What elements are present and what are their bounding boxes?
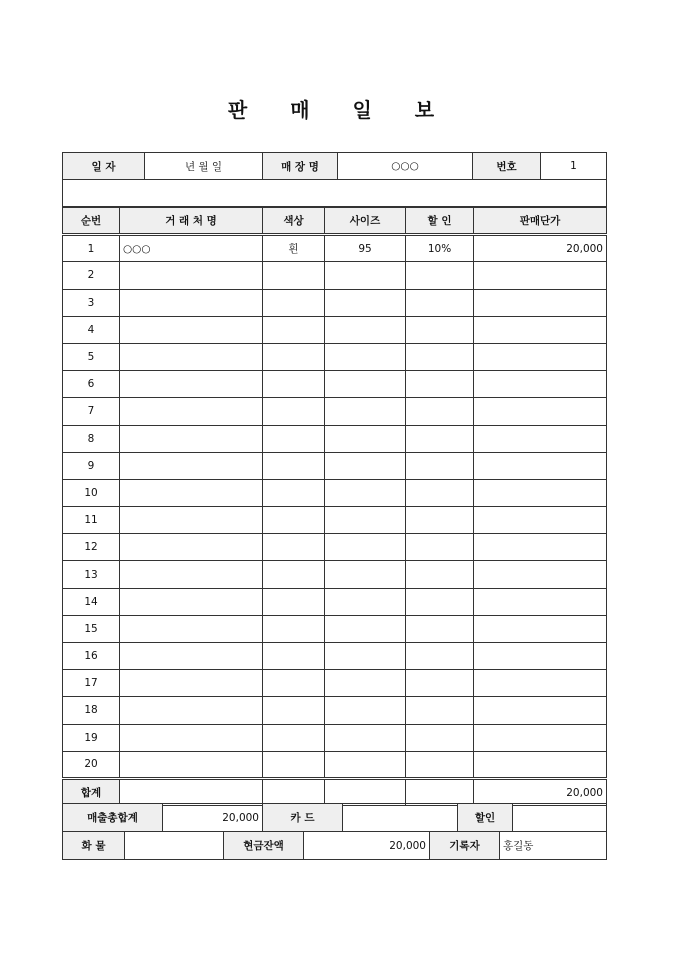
row-client[interactable] (120, 371, 263, 398)
row-no: 3 (63, 289, 120, 316)
col-header-discount: 할 인 (406, 208, 474, 235)
row-color[interactable] (263, 588, 325, 615)
row-client[interactable] (120, 588, 263, 615)
row-discount[interactable] (406, 343, 474, 370)
row-discount[interactable]: 10% (406, 235, 474, 262)
row-price[interactable] (474, 262, 607, 289)
footer-table-1 (62, 803, 607, 832)
row-discount[interactable] (406, 507, 474, 534)
row-no: 13 (63, 561, 120, 588)
total-row (63, 778, 607, 805)
table-row (63, 235, 607, 262)
row-price[interactable] (474, 316, 607, 343)
row-client[interactable] (120, 643, 263, 670)
row-size[interactable] (325, 398, 406, 425)
number-field[interactable]: 1 (541, 153, 607, 180)
row-client[interactable] (120, 289, 263, 316)
sales-total-field[interactable]: 20,000 (163, 804, 263, 832)
row-color[interactable] (263, 697, 325, 724)
goods-label: 화 물 (63, 832, 125, 860)
date-label: 일 자 (63, 153, 145, 180)
row-client[interactable] (120, 507, 263, 534)
date-field[interactable]: 년 월 일 (145, 153, 263, 180)
row-no: 16 (63, 643, 120, 670)
row-no: 9 (63, 452, 120, 479)
table-row (63, 588, 607, 615)
col-header-price: 판매단가 (474, 208, 607, 235)
row-client[interactable] (120, 615, 263, 642)
table-row (63, 398, 607, 425)
row-price[interactable] (474, 615, 607, 642)
row-size[interactable]: 95 (325, 235, 406, 262)
row-no: 19 (63, 724, 120, 751)
store-label: 매 장 명 (263, 153, 338, 180)
table-row (63, 507, 607, 534)
row-client[interactable] (120, 534, 263, 561)
col-header-no: 순번 (63, 208, 120, 235)
row-discount[interactable] (406, 697, 474, 724)
row-price[interactable] (474, 289, 607, 316)
table-row (63, 697, 607, 724)
row-color[interactable]: 흰 (263, 235, 325, 262)
row-no: 1 (63, 235, 120, 262)
row-color[interactable] (263, 371, 325, 398)
row-size[interactable] (325, 751, 406, 778)
row-color[interactable] (263, 343, 325, 370)
total-label: 합계 (63, 778, 120, 805)
total-color (263, 778, 325, 805)
row-discount[interactable] (406, 588, 474, 615)
table-row (63, 534, 607, 561)
row-color[interactable] (263, 615, 325, 642)
row-discount[interactable] (406, 316, 474, 343)
cash-field[interactable]: 20,000 (304, 832, 430, 860)
row-size[interactable] (325, 262, 406, 289)
total-client (120, 778, 263, 805)
table-row (63, 452, 607, 479)
row-no: 4 (63, 316, 120, 343)
row-discount[interactable] (406, 615, 474, 642)
store-field[interactable]: ○○○ (338, 153, 473, 180)
row-color[interactable] (263, 425, 325, 452)
row-size[interactable] (325, 561, 406, 588)
table-row (63, 343, 607, 370)
row-discount[interactable] (406, 398, 474, 425)
row-no: 14 (63, 588, 120, 615)
row-no: 18 (63, 697, 120, 724)
row-size[interactable] (325, 534, 406, 561)
row-size[interactable] (325, 670, 406, 697)
row-price[interactable] (474, 479, 607, 506)
footer-discount-label: 할인 (458, 804, 513, 832)
row-color[interactable] (263, 751, 325, 778)
sales-table (62, 207, 607, 806)
row-no: 7 (63, 398, 120, 425)
number-label: 번호 (473, 153, 541, 180)
row-no: 11 (63, 507, 120, 534)
footer-discount-field[interactable] (513, 804, 607, 832)
row-price[interactable] (474, 643, 607, 670)
row-discount[interactable] (406, 534, 474, 561)
row-no: 20 (63, 751, 120, 778)
table-row (63, 670, 607, 697)
col-header-client: 거 래 처 명 (120, 208, 263, 235)
row-price[interactable] (474, 343, 607, 370)
row-price[interactable] (474, 534, 607, 561)
row-size[interactable] (325, 343, 406, 370)
row-size[interactable] (325, 371, 406, 398)
table-row (63, 316, 607, 343)
row-no: 5 (63, 343, 120, 370)
row-price[interactable] (474, 697, 607, 724)
row-size[interactable] (325, 615, 406, 642)
row-client[interactable] (120, 262, 263, 289)
recorder-label: 기록자 (430, 832, 500, 860)
row-client[interactable] (120, 751, 263, 778)
row-price[interactable] (474, 425, 607, 452)
row-size[interactable] (325, 697, 406, 724)
table-row (63, 561, 607, 588)
row-size[interactable] (325, 452, 406, 479)
row-color[interactable] (263, 670, 325, 697)
recorder-field[interactable]: 홍길동 (500, 832, 607, 860)
row-price[interactable] (474, 724, 607, 751)
total-discount (406, 778, 474, 805)
row-no: 6 (63, 371, 120, 398)
blank-row (63, 180, 607, 207)
row-discount[interactable] (406, 643, 474, 670)
row-no: 12 (63, 534, 120, 561)
row-color[interactable] (263, 561, 325, 588)
row-client[interactable] (120, 452, 263, 479)
cash-label: 현금잔액 (224, 832, 304, 860)
table-row (63, 724, 607, 751)
row-price[interactable] (474, 588, 607, 615)
row-discount[interactable] (406, 289, 474, 316)
row-size[interactable] (325, 588, 406, 615)
row-color[interactable] (263, 724, 325, 751)
row-color[interactable] (263, 643, 325, 670)
row-price[interactable] (474, 751, 607, 778)
row-size[interactable] (325, 507, 406, 534)
row-client[interactable]: ○○○ (120, 235, 263, 262)
row-color[interactable] (263, 507, 325, 534)
row-client[interactable] (120, 398, 263, 425)
row-color[interactable] (263, 262, 325, 289)
row-discount[interactable] (406, 425, 474, 452)
row-client[interactable] (120, 479, 263, 506)
row-discount[interactable] (406, 262, 474, 289)
row-discount[interactable] (406, 670, 474, 697)
row-client[interactable] (120, 724, 263, 751)
row-discount[interactable] (406, 371, 474, 398)
card-label: 카 드 (263, 804, 343, 832)
row-price[interactable] (474, 452, 607, 479)
row-color[interactable] (263, 479, 325, 506)
row-no: 17 (63, 670, 120, 697)
sales-total-label: 매출총합계 (63, 804, 163, 832)
col-header-size: 사이즈 (325, 208, 406, 235)
row-discount[interactable] (406, 452, 474, 479)
table-row (63, 289, 607, 316)
row-color[interactable] (263, 316, 325, 343)
row-size[interactable] (325, 316, 406, 343)
total-price: 20,000 (474, 778, 607, 805)
table-row (63, 479, 607, 506)
row-no: 10 (63, 479, 120, 506)
row-size[interactable] (325, 479, 406, 506)
row-color[interactable] (263, 398, 325, 425)
row-client[interactable] (120, 561, 263, 588)
table-row (63, 751, 607, 778)
row-size[interactable] (325, 425, 406, 452)
row-price[interactable]: 20,000 (474, 235, 607, 262)
row-no: 15 (63, 615, 120, 642)
row-price[interactable] (474, 507, 607, 534)
table-row (63, 371, 607, 398)
column-header-row (63, 208, 607, 235)
footer-table-2 (62, 831, 607, 860)
row-price[interactable] (474, 670, 607, 697)
row-client[interactable] (120, 425, 263, 452)
row-discount[interactable] (406, 751, 474, 778)
row-client[interactable] (120, 670, 263, 697)
row-client[interactable] (120, 343, 263, 370)
row-size[interactable] (325, 643, 406, 670)
row-discount[interactable] (406, 724, 474, 751)
row-color[interactable] (263, 534, 325, 561)
table-row (63, 425, 607, 452)
table-row (63, 615, 607, 642)
row-no: 8 (63, 425, 120, 452)
goods-field[interactable] (125, 832, 224, 860)
row-no: 2 (63, 262, 120, 289)
col-header-color: 색상 (263, 208, 325, 235)
row-price[interactable] (474, 371, 607, 398)
row-client[interactable] (120, 697, 263, 724)
row-color[interactable] (263, 452, 325, 479)
card-field[interactable] (343, 804, 458, 832)
row-size[interactable] (325, 724, 406, 751)
row-client[interactable] (120, 316, 263, 343)
row-discount[interactable] (406, 479, 474, 506)
page-title: 판 매 일 보 (227, 98, 453, 122)
row-size[interactable] (325, 289, 406, 316)
report-header-table (62, 152, 607, 207)
table-row (63, 643, 607, 670)
table-row (63, 262, 607, 289)
total-size (325, 778, 406, 805)
row-color[interactable] (263, 289, 325, 316)
row-price[interactable] (474, 398, 607, 425)
row-discount[interactable] (406, 561, 474, 588)
row-price[interactable] (474, 561, 607, 588)
